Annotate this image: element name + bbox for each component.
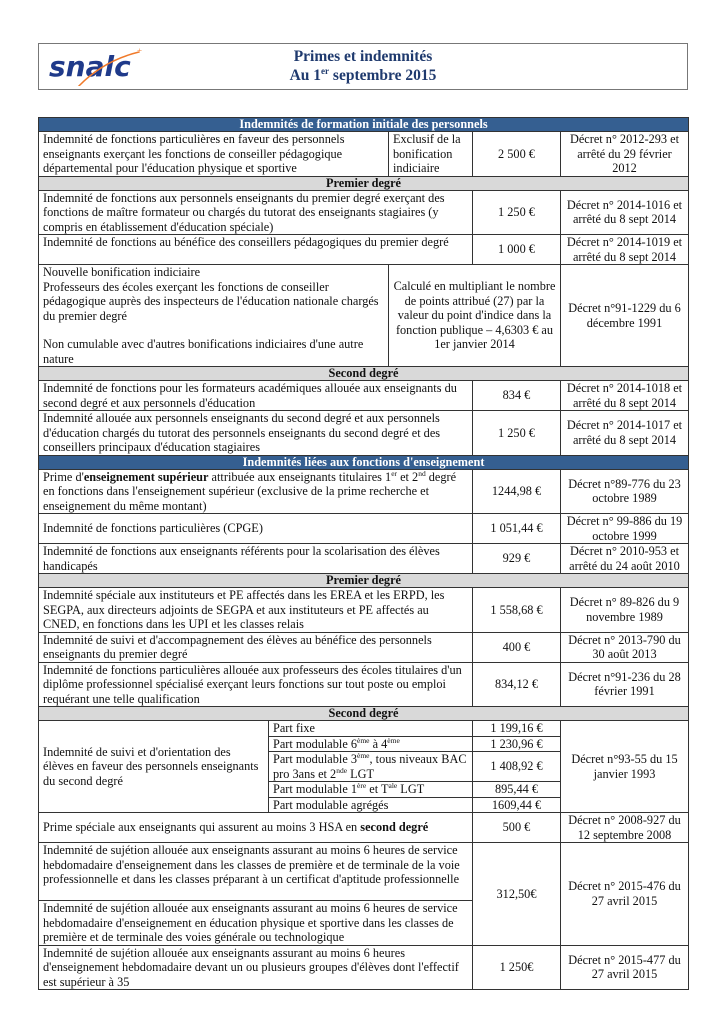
text-fragment: second degré xyxy=(360,820,429,835)
text-fragment: attribuée aux enseignants titulaires 1 xyxy=(208,469,392,484)
subsection-header xyxy=(39,367,689,381)
text-fragment: Nouvelle bonification indiciaire xyxy=(43,265,201,279)
table-cell: 834,12 € xyxy=(473,662,561,707)
table-cell: 834 € xyxy=(473,381,561,411)
table-cell: Indemnité de fonctions aux personnels enseignants du premier degré exerçant des fonctions de maître formateur ou chargés du tutorat des enseignants stagiaires (y compris en établissement d'éducation spéciale) xyxy=(39,190,473,235)
table-cell: Premier degré xyxy=(39,574,689,588)
table-row xyxy=(39,662,689,707)
table-cell: Indemnité de fonctions particulières (CPGE) xyxy=(39,514,473,544)
allowances-table xyxy=(38,117,689,990)
text-fragment: Au 1 xyxy=(289,67,322,84)
table-row xyxy=(39,469,689,514)
text-fragment: Prime d' xyxy=(43,469,84,484)
table-cell: 2 500 € xyxy=(473,132,561,177)
svg-text:+: + xyxy=(137,46,143,56)
page-header xyxy=(38,43,688,90)
table-row xyxy=(39,381,689,411)
table-cell: Second degré xyxy=(39,707,689,721)
table-cell: 400 € xyxy=(473,632,561,662)
text-fragment: er xyxy=(391,468,398,478)
table-cell: 1244,98 € xyxy=(473,469,561,514)
table-cell: 1609,44 € xyxy=(473,797,561,813)
text-fragment: Professeurs des écoles exerçant les fonctions de conseiller pédagogique auprès des inspecteurs de l'éducation nationale chargés du premier degré xyxy=(43,279,379,323)
text-fragment: ème xyxy=(357,750,370,760)
table-cell: 895,44 € xyxy=(473,782,561,798)
text-fragment: à 4 xyxy=(369,736,388,751)
svg-text:snalc: snalc xyxy=(49,50,131,83)
table-cell: Décret n° 2010-953 et arrêté du 24 août 2010 xyxy=(561,544,689,574)
table-cell: Calculé en multipliant le nombre de points attribué (27) par la valeur du point d'indice dans la fonction publique – 4,6303 € au 1er janvier 2014 xyxy=(389,265,561,367)
table-cell: Indemnité de suivi et d'accompagnement des élèves au bénéfice des personnels enseignants du premier degré xyxy=(39,632,473,662)
table-row xyxy=(39,588,689,633)
table-cell: Décret n° 2012-293 et arrêté du 29 février 2012 xyxy=(561,132,689,177)
table-cell: Indemnité de fonctions pour les formateurs académiques allouée aux enseignants du second degré et aux personnels d'éducation xyxy=(39,381,473,411)
table-cell: Indemnités liées aux fonctions d'enseignement xyxy=(39,455,689,469)
table-cell: Indemnités de formation initiale des personnels xyxy=(39,118,689,132)
table-cell: Décret n° 2015-476 du 27 avril 2015 xyxy=(561,843,689,946)
table-cell: Premier degré xyxy=(39,176,689,190)
text-fragment: er xyxy=(321,65,330,76)
table-cell: Indemnité de fonctions aux enseignants référents pour la scolarisation des élèves handicapés xyxy=(39,544,473,574)
text-fragment: enseignement supérieur xyxy=(83,469,209,484)
table-row xyxy=(39,721,689,737)
table-cell: Décret n° 2014-1016 et arrêté du 8 sept 2014 xyxy=(561,190,689,235)
table-cell: Second degré xyxy=(39,367,689,381)
table-cell: Exclusif de la bonification indiciaire xyxy=(389,132,473,177)
section-header xyxy=(39,118,689,132)
table-cell: Décret n°89-776 du 23 octobre 1989 xyxy=(561,469,689,514)
table-cell: Indemnité de sujétion allouée aux enseignants assurant au moins 6 heures de service hebdomadaire d'enseignement en éducation physique et sportive dans les classes de première et de terminale des voies générale ou technologique xyxy=(39,901,473,946)
table-cell: Décret n°91-236 du 28 février 1991 xyxy=(561,662,689,707)
text-fragment: Part modulable 1 xyxy=(273,782,358,796)
table-cell: Indemnité de fonctions particulières allouée aux professeurs des écoles titulaires d'un diplôme professionnel spécialisé exerçant leurs fonctions sur tout poste ou emploi requérant une telle qualification xyxy=(39,662,473,707)
text-fragment: et 2 xyxy=(397,469,419,484)
text-fragment: Part modulable 6 xyxy=(273,736,358,751)
table-row xyxy=(39,411,689,456)
text-fragment: et T xyxy=(366,782,389,796)
subsection-header xyxy=(39,707,689,721)
table-row xyxy=(39,632,689,662)
text-fragment: septembre 2015 xyxy=(329,67,437,84)
table-row xyxy=(39,843,689,901)
table-cell: 1 199,16 € xyxy=(473,721,561,737)
table-cell: 1 250 € xyxy=(473,411,561,456)
table-cell: 1 250€ xyxy=(473,945,561,990)
table-cell: 1 408,92 € xyxy=(473,752,561,782)
table-cell: 1 250 € xyxy=(473,190,561,235)
table-cell: Décret n° 2014-1018 et arrêté du 8 sept 2014 xyxy=(561,381,689,411)
subsection-header xyxy=(39,176,689,190)
table-row xyxy=(39,945,689,990)
table-cell: Indemnité allouée aux personnels enseignants du second degré et aux personnels d'éducation chargés du tutorat des personnels enseignants du second degré et des conseillers principaux d'éducation stagiaires xyxy=(39,411,473,456)
table-cell: Décret n° 2008-927 du 12 septembre 2008 xyxy=(561,813,689,843)
text-fragment: Prime spéciale aux enseignants qui assurent au moins 3 HSA en xyxy=(43,820,361,835)
table-cell: Décret n° 2015-477 du 27 avril 2015 xyxy=(561,945,689,990)
table-row xyxy=(39,235,689,265)
table-cell: Décret n°91-1229 du 6 décembre 1991 xyxy=(561,265,689,367)
text-fragment: , tous niveaux BAC pro 3ans et 2 xyxy=(273,752,467,781)
table-cell: Décret n° 2014-1019 et arrêté du 8 sept 2014 xyxy=(561,235,689,265)
table-cell: Indemnité de sujétion allouée aux enseignants assurant au moins 6 heures d'enseignement hebdomadaire devant un ou plusieurs groupes d'élèves dont l'effectif est supérieur à 35 xyxy=(39,945,473,990)
table-cell: 929 € xyxy=(473,544,561,574)
table-cell: Indemnité de suivi et d'orientation des élèves en faveur des personnels enseignants du second degré xyxy=(39,721,269,813)
table-cell: Indemnité spéciale aux instituteurs et PE affectés dans les EREA et les ERPD, les SEGPA, aux directeurs adjoints de SEGPA et aux instituteurs et PE affectés au CNED, en fonctions dans les UPI et les classes relais xyxy=(39,588,473,633)
table-row xyxy=(39,813,689,843)
text-fragment: ème xyxy=(357,735,370,745)
table-cell: Indemnité de fonctions au bénéfice des conseillers pédagogiques du premier degré xyxy=(39,235,473,265)
table-cell: Décret n°93-55 du 15 janvier 1993 xyxy=(561,721,689,813)
document-title xyxy=(39,47,687,85)
table-row xyxy=(39,514,689,544)
text-fragment: nde xyxy=(336,765,348,775)
text-fragment: nd xyxy=(418,468,426,478)
table-cell: Décret n° 99-886 du 19 octobre 1999 xyxy=(561,514,689,544)
table-cell: 1 000 € xyxy=(473,235,561,265)
table-cell: Part modulable agrégés xyxy=(269,797,473,813)
table-cell: 1 230,96 € xyxy=(473,736,561,752)
table-cell: 1 051,44 € xyxy=(473,514,561,544)
table-row xyxy=(39,265,689,367)
table-cell: 312,50€ xyxy=(473,843,561,946)
text-fragment: Part modulable 3 xyxy=(273,752,358,766)
subsection-header xyxy=(39,574,689,588)
text-fragment: LGT xyxy=(397,782,425,796)
title-line-2 xyxy=(39,66,687,85)
text-fragment: ème xyxy=(387,735,400,745)
section-header xyxy=(39,455,689,469)
table-cell: 500 € xyxy=(473,813,561,843)
text-fragment: LGT xyxy=(347,766,375,781)
table-row xyxy=(39,132,689,177)
text-fragment: Non cumulable avec d'autres bonifications indiciaires d'une autre nature xyxy=(43,337,364,366)
title-line-1: Primes et indemnités xyxy=(293,48,433,65)
text-fragment: ère xyxy=(357,780,367,790)
table-cell: Indemnité de fonctions particulières en faveur des personnels enseignants exerçant les fonctions de conseiller pédagogique départemental pour l'éducation physique et sportive xyxy=(39,132,389,177)
text-fragment: ale xyxy=(388,780,398,790)
table-cell: Indemnité de sujétion allouée aux enseignants assurant au moins 6 heures de service hebdomadaire d'enseignement dans les classes de première et de terminale de la voie professionnelle et dans les classes préparant à un certificat d'aptitude professionnelle xyxy=(39,843,473,901)
table-row xyxy=(39,544,689,574)
table-row xyxy=(39,190,689,235)
table-cell: Décret n° 2013-790 du 30 août 2013 xyxy=(561,632,689,662)
table-cell: Part fixe xyxy=(269,721,473,737)
text-fragment: degré en fonctions dans l'enseignement supérieur (exclusive de la prime recherche et enseignement du même montant) xyxy=(43,469,457,513)
table-cell: 1 558,68 € xyxy=(473,588,561,633)
table-cell: Décret n° 89-826 du 9 novembre 1989 xyxy=(561,588,689,633)
table-cell: Décret n° 2014-1017 et arrêté du 8 sept 2014 xyxy=(561,411,689,456)
